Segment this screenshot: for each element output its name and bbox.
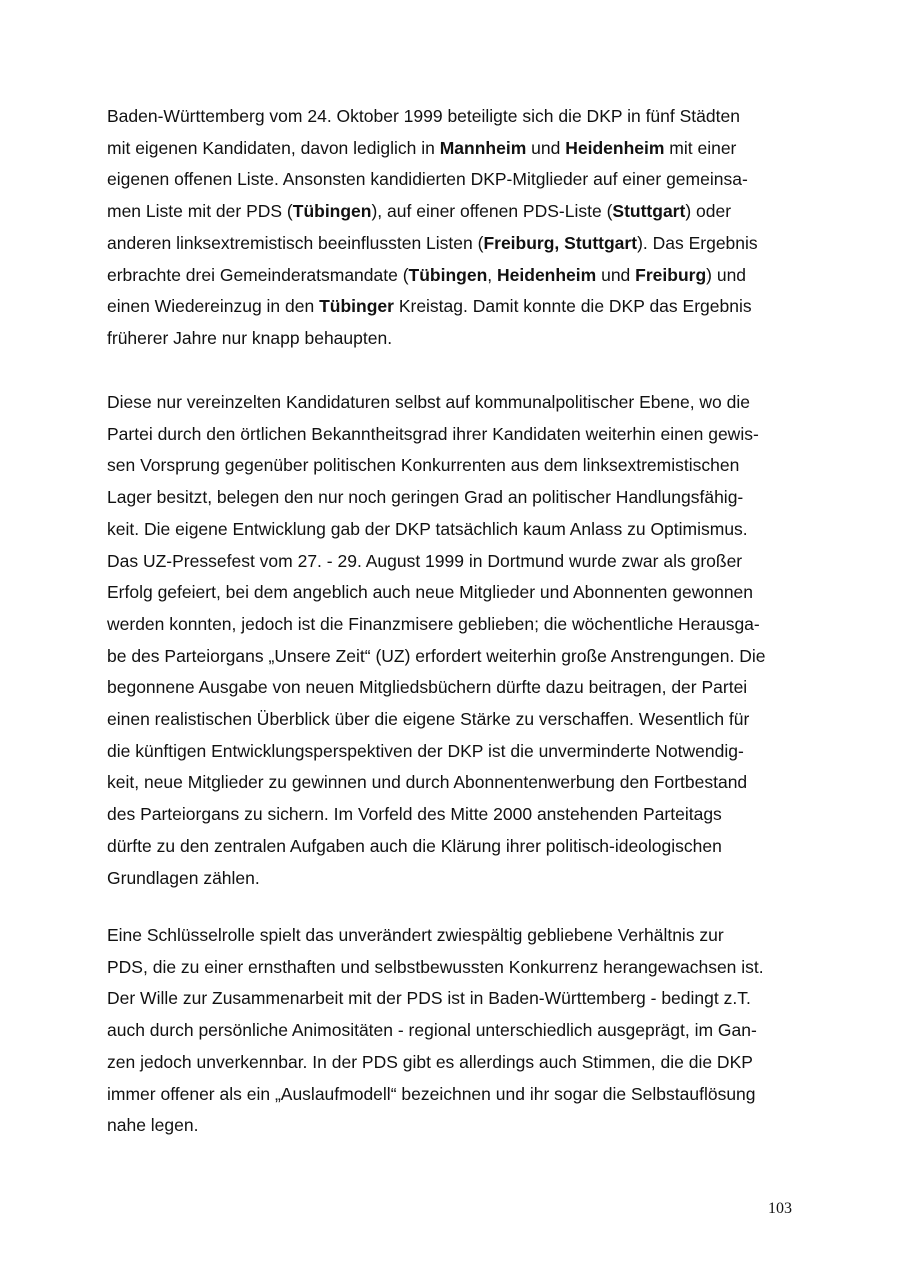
text-line (107, 422, 759, 446)
text-segment: ), auf einer offenen PDS-Liste ( (371, 201, 613, 221)
text-segment: die künftigen Entwicklungsperspektiven der DKP ist die unverminderte Notwendig- (107, 741, 744, 761)
text-line (107, 390, 750, 414)
text-segment: Der Wille zur Zusammenarbeit mit der PDS ist in Baden-Württemberg - bedingt z.T. (107, 988, 751, 1008)
bold-text: Freiburg, Stuttgart (483, 233, 638, 253)
text-segment: be des Parteiorgans „Unsere Zeit“ (UZ) erfordert weiterhin große Anstrengungen. Die (107, 646, 766, 666)
text-line (107, 739, 744, 763)
text-line (107, 675, 747, 699)
text-line (107, 453, 739, 477)
text-segment: keit. Die eigene Entwicklung gab der DKP tatsächlich kaum Anlass zu Optimismus. (107, 519, 748, 539)
page-number: 103 (768, 1200, 792, 1217)
text-segment: nahe legen. (107, 1115, 199, 1135)
text-line (107, 104, 740, 128)
text-line (107, 802, 722, 826)
text-segment: dürfte zu den zentralen Aufgaben auch die Klärung ihrer politisch-ideologischen (107, 836, 722, 856)
text-line (107, 167, 748, 191)
text-line (107, 923, 724, 947)
text-segment: erbrachte drei Gemeinderatsmandate ( (107, 265, 409, 285)
text-line (107, 955, 764, 979)
text-line (107, 263, 746, 287)
text-segment: Diese nur vereinzelten Kandidaturen selbst auf kommunalpolitischer Ebene, wo die (107, 392, 751, 412)
text-line (107, 707, 749, 731)
text-line (107, 580, 753, 604)
bold-text: Heidenheim (565, 138, 665, 158)
text-line (107, 231, 758, 255)
bold-text: Mannheim (439, 138, 527, 158)
bold-text: Stuttgart (612, 201, 686, 221)
text-line (107, 199, 731, 223)
bold-text: Tübingen (292, 201, 372, 221)
text-line (107, 549, 742, 573)
text-segment: auch durch persönliche Animositäten - regional unterschiedlich ausgeprägt, im Gan- (107, 1020, 757, 1040)
text-segment: ) und (706, 265, 747, 285)
text-segment: Das UZ-Pressefest vom 27. - 29. August 1999 in Dortmund wurde zwar als großer (107, 551, 743, 571)
text-segment: mit einer (664, 138, 737, 158)
text-segment: begonnene Ausgabe von neuen Mitgliedsbüchern dürfte dazu beitragen, der Partei (107, 677, 748, 697)
text-segment: und (526, 138, 566, 158)
text-line (107, 986, 751, 1010)
text-segment: PDS, die zu einer ernsthaften und selbstbewussten Konkurrenz herangewachsen ist. (107, 957, 764, 977)
text-segment: , (487, 265, 498, 285)
text-segment: ). Das Ergebnis (637, 233, 758, 253)
text-segment: einen Wiedereinzug in den (107, 296, 320, 316)
text-line (107, 136, 736, 160)
text-segment: eigenen offenen Liste. Ansonsten kandidierten DKP-Mitglieder auf einer gemeinsa- (107, 169, 748, 189)
text-line (107, 294, 752, 318)
text-segment: Grundlagen zählen. (107, 868, 260, 888)
text-segment: men Liste mit der PDS ( (107, 201, 293, 221)
text-line (107, 866, 260, 890)
bold-text: Tübingen (408, 265, 488, 285)
text-segment: Erfolg gefeiert, bei dem angeblich auch neue Mitglieder und Abonnenten gewonnen (107, 582, 754, 602)
text-segment: Kreistag. Damit konnte die DKP das Ergebnis (393, 296, 752, 316)
text-segment: anderen linksextremistisch beeinflussten Listen ( (107, 233, 484, 253)
text-segment: des Parteiorgans zu sichern. Im Vorfeld des Mitte 2000 anstehenden Parteitags (107, 804, 722, 824)
text-segment: sen Vorsprung gegenüber politischen Konkurrenten aus dem linksextremistischen (107, 455, 740, 475)
text-line (107, 517, 748, 541)
text-segment: Baden-Württemberg vom 24. Oktober 1999 beteiligte sich die DKP in fünf Städten (107, 106, 740, 126)
bold-text: Freiburg (635, 265, 707, 285)
text-line (107, 1082, 756, 1106)
text-line (107, 326, 392, 350)
text-segment: einen realistischen Überblick über die eigene Stärke zu verschaffen. Wesentlich für (107, 709, 750, 729)
text-segment: keit, neue Mitglieder zu gewinnen und durch Abonnentenwerbung den Fortbestand (107, 772, 748, 792)
text-segment: Lager besitzt, belegen den nur noch geringen Grad an politischer Handlungsfähig- (107, 487, 744, 507)
text-segment: immer offener als ein „Auslaufmodell“ bezeichnen und ihr sogar die Selbstauflösung (107, 1084, 756, 1104)
text-segment: Eine Schlüsselrolle spielt das unverändert zwiespältig gebliebene Verhältnis zur (107, 925, 724, 945)
text-line (107, 612, 760, 636)
text-line (107, 834, 722, 858)
text-segment: und (596, 265, 636, 285)
text-line (107, 1018, 757, 1042)
text-segment: werden konnten, jedoch ist die Finanzmisere geblieben; die wöchentliche Herausga- (107, 614, 760, 634)
bold-text: Tübinger (319, 296, 394, 316)
text-segment: Partei durch den örtlichen Bekanntheitsgrad ihrer Kandidaten weiterhin einen gewis- (107, 424, 759, 444)
text-line (107, 1113, 198, 1137)
text-line (107, 770, 747, 794)
text-line (107, 644, 766, 668)
text-segment: früherer Jahre nur knapp behaupten. (107, 328, 393, 348)
bold-text: Heidenheim (497, 265, 597, 285)
text-line (107, 485, 743, 509)
text-segment: zen jedoch unverkennbar. In der PDS gibt es allerdings auch Stimmen, die die DKP (107, 1052, 753, 1072)
text-segment: ) oder (685, 201, 732, 221)
text-line (107, 1050, 753, 1074)
text-segment: mit eigenen Kandidaten, davon lediglich in (107, 138, 440, 158)
